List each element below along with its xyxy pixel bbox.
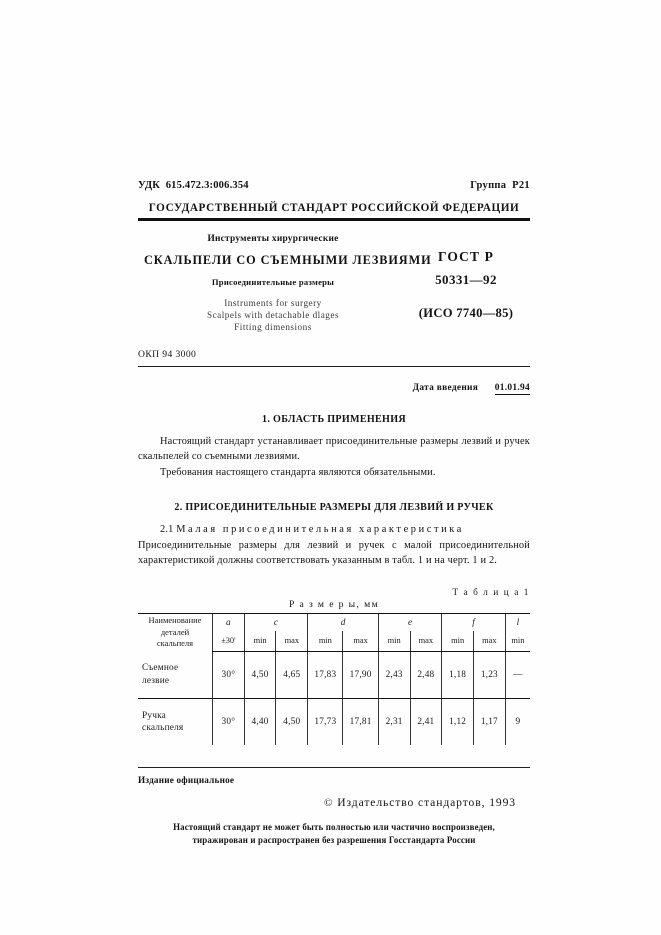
- subcol-f-min: min: [442, 631, 474, 652]
- section1-paragraph2: Требования настоящего стандарта являются обязательными.: [160, 467, 436, 479]
- standard-banner: ГОСУДАРСТВЕННЫЙ СТАНДАРТ РОССИЙСКОЙ ФЕДЕРАЦИИ: [148, 202, 520, 214]
- iso-number: (ИСО 7740—85): [418, 306, 514, 320]
- subcol-f-max: max: [474, 631, 506, 652]
- cell-handle-c-min: 4,40: [244, 698, 276, 745]
- title-subtitle-top: Инструменты хирургические: [207, 234, 339, 244]
- row-label-blade: [138, 651, 212, 698]
- dimensions-table: [138, 613, 530, 745]
- title-right-column: [402, 234, 530, 321]
- row-label-blade-line2: лезвие: [142, 675, 170, 686]
- okp-code: ОКП 94 3000: [138, 349, 197, 361]
- col-group-e: e: [378, 613, 442, 631]
- cell-blade-e-min: 2,43: [378, 651, 410, 698]
- row-label-handle-line2: скальпеля: [142, 722, 184, 733]
- cell-blade-d-max: 17,90: [343, 651, 378, 698]
- row-header-line3: скальпеля: [156, 638, 194, 649]
- subcol-l-min: min: [505, 631, 530, 652]
- table-body: [138, 651, 530, 745]
- title-main: СКАЛЬПЕЛИ СО СЪЕМНЫМИ ЛЕЗВИЯМИ: [144, 253, 432, 267]
- table-units: Р а з м е р ы, мм: [288, 598, 380, 610]
- title-block: [138, 234, 530, 333]
- cell-blade-d-min: 17,83: [308, 651, 343, 698]
- document-sheet: [138, 180, 530, 847]
- footer-publisher-row: [138, 796, 530, 809]
- footer-publisher: Издательство стандартов, 1993: [337, 795, 516, 809]
- section2-heading: 2. ПРИСОЕДИНИТЕЛЬНЫЕ РАЗМЕРЫ ДЛЯ ЛЕЗВИЙ И РУЧЕК: [174, 501, 494, 513]
- table-caption: Т а б л и ц а 1: [452, 586, 530, 597]
- introduction-date-value: 01.01.94: [494, 383, 530, 394]
- subcol-e-max: max: [410, 631, 442, 652]
- subcol-c-max: max: [276, 631, 308, 652]
- col-group-l: l: [505, 613, 530, 631]
- introduction-date-row: [138, 383, 530, 393]
- table-head: [138, 613, 530, 651]
- footer-note-line1: Настоящий стандарт не может быть полностью или частично воспроизведен,: [173, 821, 495, 832]
- okp-rule: [138, 366, 530, 367]
- row-label-handle-line1: Ручка: [142, 710, 166, 721]
- group-code: Группа Р21: [470, 180, 530, 191]
- subcol-c-min: min: [244, 631, 276, 652]
- row-label-handle: [138, 698, 212, 745]
- banner-rule: [138, 218, 530, 221]
- subcol-d-min: min: [308, 631, 343, 652]
- cell-blade-f-max: 1,23: [474, 651, 506, 698]
- cell-handle-e-max: 2,41: [410, 698, 442, 745]
- cell-blade-c-min: 4,50: [244, 651, 276, 698]
- section2-paragraph: Присоединительные размеры для лезвий и ручек с малой присоединительной характеристикой должны соответствовать указанным в табл. 1 и на черт. 1 и 2.: [138, 539, 530, 566]
- table-row: [138, 651, 530, 698]
- section2-clause: [138, 522, 530, 537]
- title-english-line2: Scalpels with detachable dlages: [206, 309, 340, 320]
- table-header-letters: [138, 613, 530, 631]
- footer-note-line2: тиражирован и распространен без разрешения Госстандарта России: [192, 834, 476, 845]
- cell-handle-f-max: 1,17: [474, 698, 506, 745]
- section2-clause-number: 2.1: [160, 523, 174, 535]
- title-english-line1: Instruments for surgery: [224, 298, 322, 308]
- row-label-blade-line1: Съемное: [142, 663, 179, 674]
- title-subtitle-bottom: Присоединительные размеры: [211, 277, 335, 287]
- col-group-d: d: [308, 613, 379, 631]
- gost-name: ГОСТ Р: [438, 249, 494, 264]
- table-row: [138, 698, 530, 745]
- row-header-line2: деталей: [160, 626, 190, 637]
- col-group-f: f: [442, 613, 506, 631]
- cell-handle-d-max: 17,81: [343, 698, 378, 745]
- footer-rule: [138, 767, 530, 768]
- cell-blade-a: 30°: [212, 651, 244, 698]
- introduction-date-label: Дата введения: [412, 383, 479, 394]
- cell-handle-c-max: 4,50: [276, 698, 308, 745]
- section1-paragraph1: Настоящий стандарт устанавливает присоединительные размеры лезвий и ручек скальпелей со съемными лезвиями.: [138, 436, 530, 463]
- col-group-a: a: [212, 613, 244, 631]
- title-english: [144, 298, 402, 333]
- code-line: [138, 180, 530, 191]
- udk-code: УДК 615.472.3:006.354: [138, 180, 249, 191]
- cell-handle-d-min: 17,73: [308, 698, 343, 745]
- cell-handle-a: 30°: [212, 698, 244, 745]
- copyright-icon: ©: [323, 796, 334, 809]
- section2-clause-title: Малая присоединительная характеристика: [176, 523, 464, 535]
- subcol-a-tol: ±30': [212, 631, 244, 652]
- subcol-d-max: max: [343, 631, 378, 652]
- col-group-c: c: [244, 613, 308, 631]
- cell-blade-e-max: 2,48: [410, 651, 442, 698]
- footer-note: [138, 821, 530, 847]
- row-header-cell: [138, 613, 212, 651]
- gost-number: 50331—92: [435, 272, 497, 287]
- cell-handle-l-min: 9: [505, 698, 530, 745]
- title-left-column: [138, 234, 432, 333]
- cell-blade-c-max: 4,65: [276, 651, 308, 698]
- cell-handle-e-min: 2,31: [378, 698, 410, 745]
- section1-heading: 1. ОБЛАСТЬ ПРИМЕНЕНИЯ: [262, 414, 406, 426]
- cell-blade-f-min: 1,18: [442, 651, 474, 698]
- cell-handle-f-min: 1,12: [442, 698, 474, 745]
- title-english-line3: Fitting dimensions: [234, 321, 312, 332]
- row-header-line1: Наименование: [148, 615, 202, 626]
- footer-official: Издание официальное: [138, 774, 235, 785]
- subcol-e-min: min: [378, 631, 410, 652]
- cell-blade-l-min: —: [505, 651, 530, 698]
